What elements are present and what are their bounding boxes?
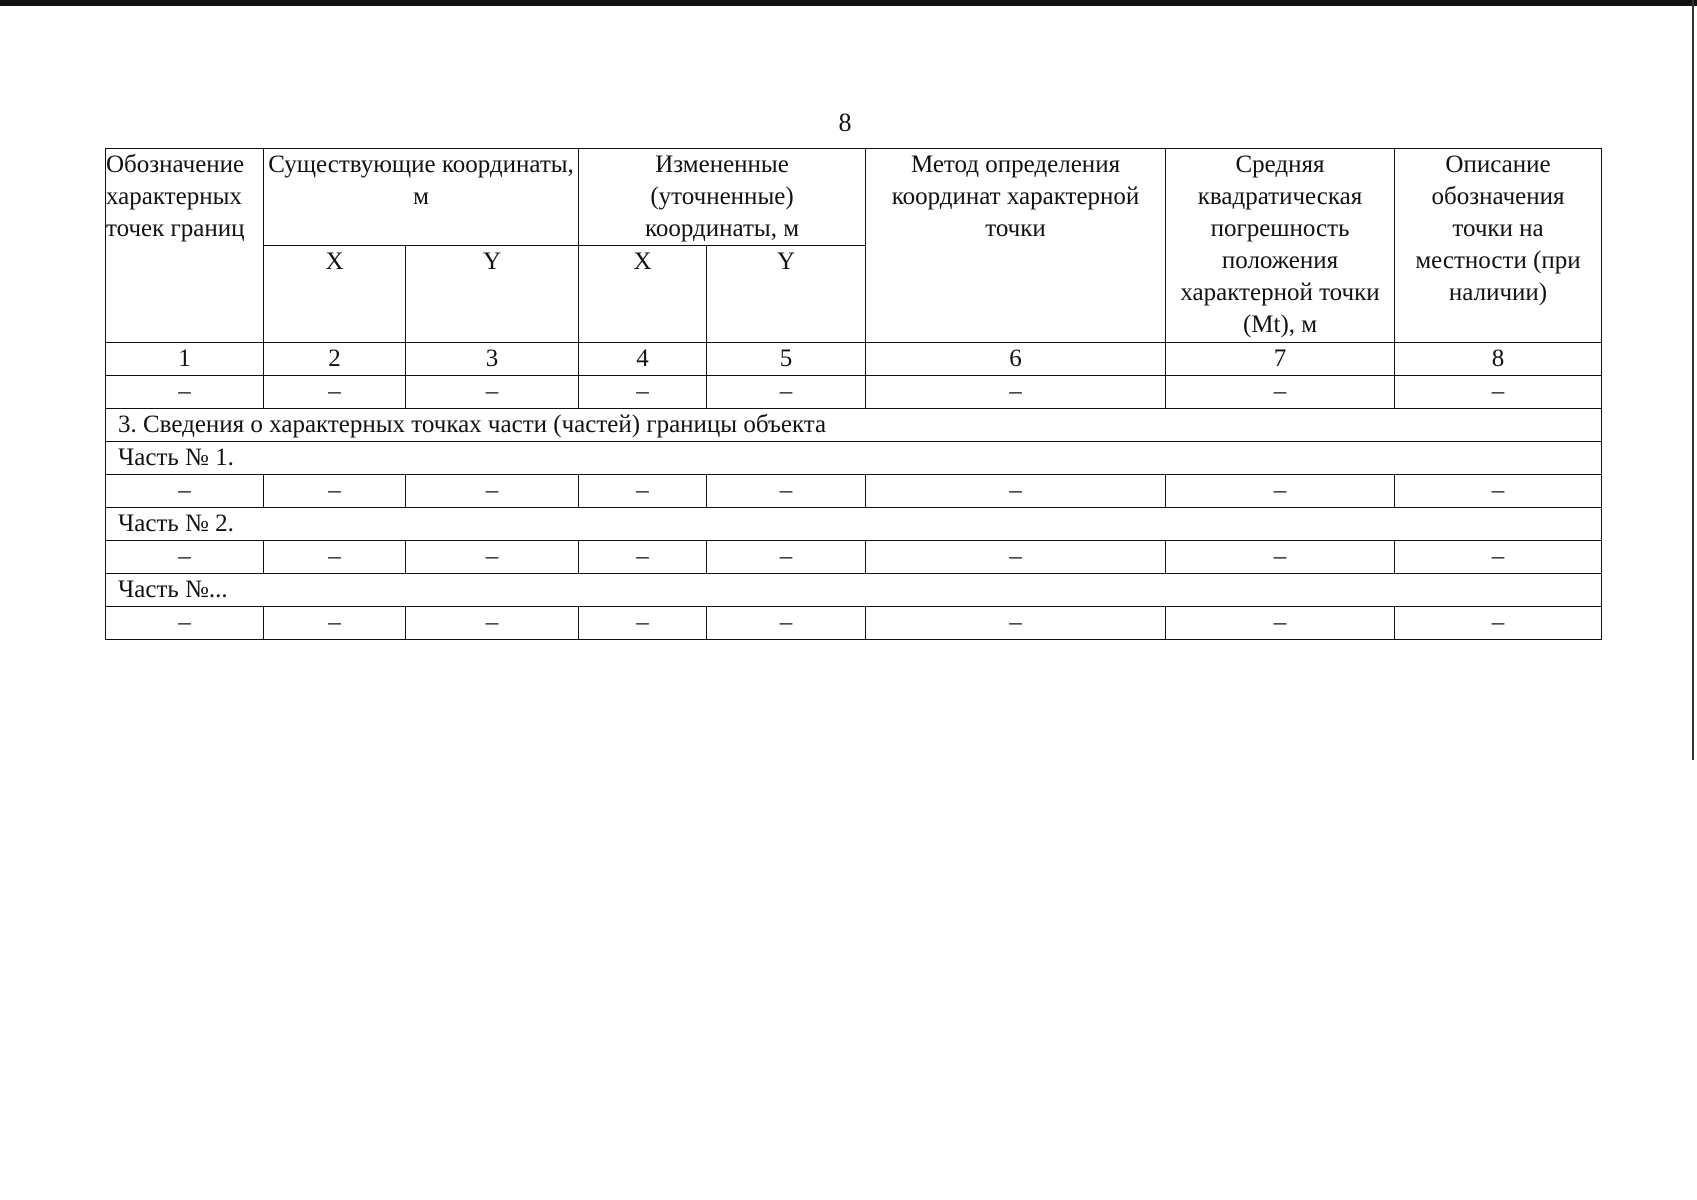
table-row [106, 607, 1602, 640]
header-changed-x: X [579, 246, 707, 343]
empty-cell: – [1395, 376, 1602, 409]
empty-cell: – [1395, 541, 1602, 574]
empty-cell: – [866, 376, 1166, 409]
empty-cell: – [866, 541, 1166, 574]
header-existing-coordinates: Существующие координаты, м [264, 149, 579, 246]
column-number: 6 [866, 343, 1166, 376]
empty-cell: – [406, 541, 579, 574]
header-mean-square-error: Средняя квадратическая погрешность положения характерной точки (Mt), м [1166, 149, 1395, 343]
empty-cell: – [1166, 541, 1395, 574]
empty-cell: – [264, 541, 406, 574]
header-changed-y: Y [707, 246, 866, 343]
header-existing-y: Y [406, 246, 579, 343]
empty-cell: – [579, 607, 707, 640]
part-label: Часть № 2. [106, 508, 1602, 541]
column-number: 3 [406, 343, 579, 376]
empty-cell: – [1166, 376, 1395, 409]
empty-cell: – [406, 376, 579, 409]
scan-top-border [0, 0, 1697, 6]
empty-cell: – [406, 475, 579, 508]
empty-cell: – [707, 475, 866, 508]
empty-cell: – [866, 475, 1166, 508]
empty-cell: – [406, 607, 579, 640]
table-row [106, 376, 1602, 409]
empty-cell: – [579, 475, 707, 508]
empty-cell: – [707, 376, 866, 409]
page-number: 8 [838, 108, 852, 137]
part-label-row [106, 574, 1602, 607]
part-label: Часть №... [106, 574, 1602, 607]
empty-cell: – [106, 607, 264, 640]
column-number: 4 [579, 343, 707, 376]
column-numbers-row [106, 343, 1602, 376]
header-existing-x: X [264, 246, 406, 343]
empty-cell: – [264, 607, 406, 640]
empty-cell: – [264, 376, 406, 409]
column-number: 5 [707, 343, 866, 376]
empty-cell: – [579, 376, 707, 409]
part-label-row [106, 508, 1602, 541]
empty-cell: – [1166, 475, 1395, 508]
empty-cell: – [1395, 475, 1602, 508]
column-number: 8 [1395, 343, 1602, 376]
empty-cell: – [106, 376, 264, 409]
column-number: 7 [1166, 343, 1395, 376]
table-row [106, 475, 1602, 508]
empty-cell: – [707, 607, 866, 640]
scan-right-edge [1692, 0, 1694, 760]
section-title-row [106, 409, 1602, 442]
empty-cell: – [1166, 607, 1395, 640]
column-number: 2 [264, 343, 406, 376]
header-changed-coordinates: Измененные (уточненные) координаты, м [579, 149, 866, 246]
empty-cell: – [707, 541, 866, 574]
header-method: Метод определения координат характерной точки [866, 149, 1166, 343]
empty-cell: – [264, 475, 406, 508]
table-row [106, 541, 1602, 574]
header-row-1 [106, 149, 1602, 246]
header-point-designation: Обозначение характерных точек границ [106, 149, 264, 343]
empty-cell: – [106, 541, 264, 574]
part-label-row [106, 442, 1602, 475]
characteristic-points-table [105, 148, 1602, 640]
empty-cell: – [579, 541, 707, 574]
part-label: Часть № 1. [106, 442, 1602, 475]
empty-cell: – [866, 607, 1166, 640]
empty-cell: – [1395, 607, 1602, 640]
empty-cell: – [106, 475, 264, 508]
section-title: 3. Сведения о характерных точках части (частей) границы объекта [106, 409, 1602, 442]
column-number: 1 [106, 343, 264, 376]
header-point-description: Описание обозначения точки на местности (при наличии) [1395, 149, 1602, 343]
